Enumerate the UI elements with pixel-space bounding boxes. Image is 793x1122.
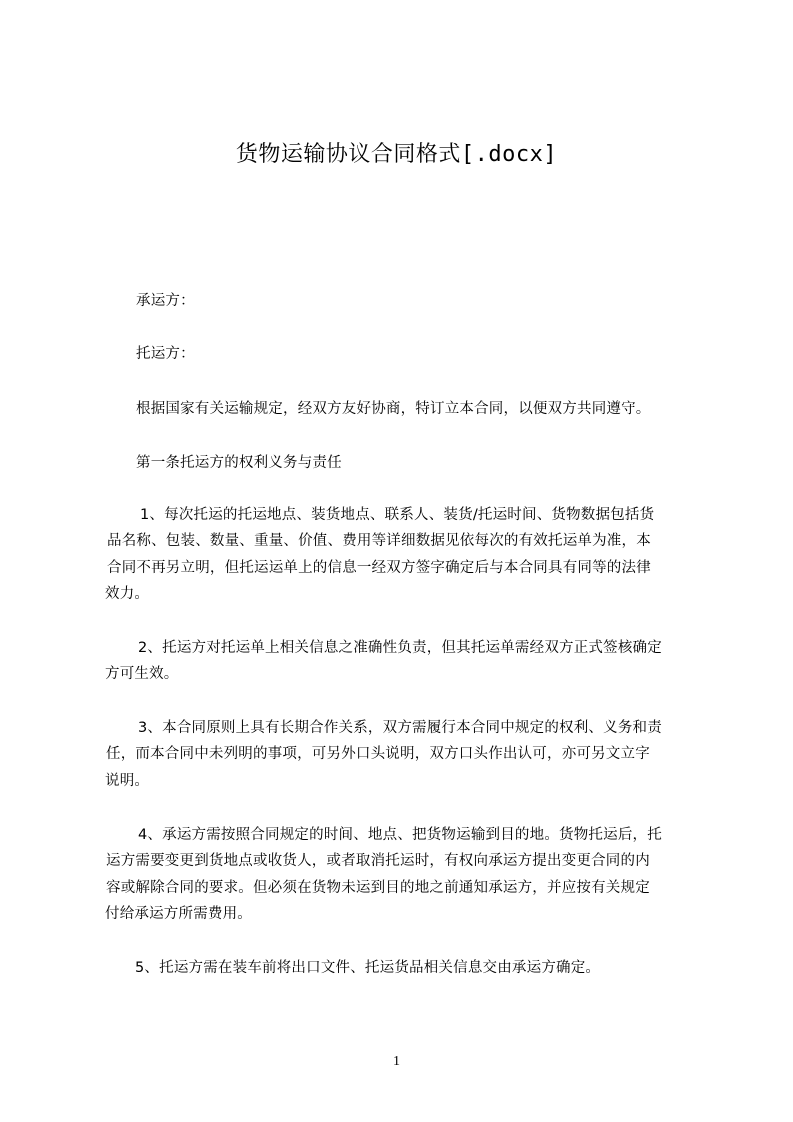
clause1-line: 1、每次托运的托运地点、装货地点、联系人、装货/托运时间、货物数据包括货	[140, 507, 655, 523]
clause3-line: 3、本合同原则上具有长期合作关系，双方需履行本合同中规定的权利、义务和责	[138, 720, 662, 736]
clause3-line: 任，而本合同中未列明的事项，可另外口头说明，双方口头作出认可，亦可另文立字	[106, 746, 650, 762]
clause4-line: 4、承运方需按照合同规定的时间、地点、把货物运输到目的地。货物托运后，托	[138, 827, 662, 843]
shipper-label: 托运方：	[136, 346, 195, 362]
clause2-line: 2、托运方对托运单上相关信息之准确性负责，但其托运单需经双方正式签核确定	[138, 640, 662, 656]
document-title: 货物运输协议合同格式[.docx]	[235, 142, 558, 167]
clause1-line: 合同不再另立明，但托运运单上的信息一经双方签字确定后与本合同具有同等的法律	[107, 560, 651, 576]
clause2-line: 方可生效。	[105, 666, 179, 682]
clause4-line: 付给承运方所需费用。	[105, 906, 252, 922]
carrier-label: 承运方：	[136, 293, 195, 309]
article1-heading: 第一条托运方的权利义务与责任	[136, 455, 342, 471]
clause4-line: 容或解除合同的要求。但必须在货物未运到目的地之前通知承运方，并应按有关规定	[106, 880, 650, 896]
clause1-line: 效力。	[105, 586, 150, 602]
clause4-line: 运方需要变更到货地点或收货人，或者取消托运时，有权向承运方提出变更合同的内	[106, 853, 650, 869]
clause5-line: 5、托运方需在装车前将出口文件、托运货品相关信息交由承运方确定。	[135, 960, 601, 976]
clause3-line: 说明。	[105, 773, 150, 789]
preamble-paragraph: 根据国家有关运输规定，经双方友好协商，特订立本合同，以便双方共同遵守。	[136, 401, 651, 417]
page-number: 1	[393, 1054, 400, 1069]
clause1-line: 品名称、包装、数量、重量、价值、费用等详细数据见依每次的有效托运单为准，本	[107, 533, 651, 549]
